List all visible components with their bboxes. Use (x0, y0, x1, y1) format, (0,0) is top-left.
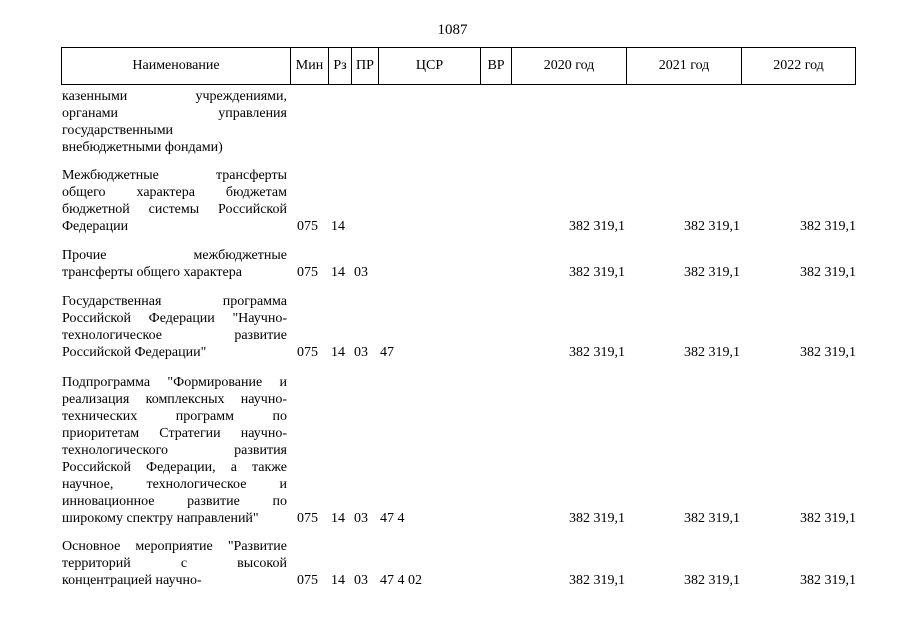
cell-pr: 03 (354, 573, 368, 588)
cell-rz: 14 (331, 219, 345, 234)
row-name-line: научное, технологическое и (62, 477, 287, 492)
row-name-line: Российской Федерации, а также (62, 460, 287, 475)
cell-y2020: 382 319,1 (569, 345, 625, 360)
row-name-line: Прочие межбюджетные (62, 248, 287, 263)
row-name (62, 167, 287, 235)
header-rz: Рз (329, 48, 352, 84)
cell-y2021: 382 319,1 (684, 265, 740, 280)
cell-y2020: 382 319,1 (569, 219, 625, 234)
cell-y2022: 382 319,1 (800, 573, 856, 588)
cell-y2021: 382 319,1 (684, 511, 740, 526)
cell-y2020: 382 319,1 (569, 511, 625, 526)
row-name-line: реализация комплексных научно- (62, 392, 287, 407)
header-vr: ВР (481, 48, 512, 84)
row-name-line: органами управления (62, 106, 287, 121)
header-name: Наименование (62, 48, 291, 84)
cell-min: 075 (297, 219, 318, 234)
row-name-line: приоритетам Стратегии научно- (62, 426, 287, 441)
cell-pr: 03 (354, 265, 368, 280)
row-name-line: государственными (62, 123, 174, 138)
row-name-line: Межбюджетные трансферты (62, 168, 287, 183)
header-2022: 2022 год (773, 58, 824, 73)
row-name-line: технологическое развитие (62, 328, 287, 343)
cell-min: 075 (297, 265, 318, 280)
cell-y2020: 382 319,1 (569, 265, 625, 280)
cell-pr: 03 (354, 511, 368, 526)
row-name-line: инновационное развитие по (62, 494, 287, 509)
row-name-line: трансферты общего характера (62, 265, 242, 280)
row-name-line: казенными учреждениями, (62, 89, 287, 104)
cell-min: 075 (297, 511, 318, 526)
cell-y2021: 382 319,1 (684, 345, 740, 360)
header-pr: ПР (352, 48, 379, 84)
row-name-line: технических программ по (62, 409, 287, 424)
row-name-line: территорий с высокой (62, 556, 287, 571)
cell-csr: 47 4 02 (380, 573, 422, 588)
row-name-line: концентрацией научно- (62, 573, 202, 588)
row-name-line: Подпрограмма "Формирование и (62, 375, 287, 390)
row-name (62, 88, 287, 156)
cell-y2021: 382 319,1 (684, 219, 740, 234)
row-name-line: общего характера бюджетам (62, 185, 287, 200)
cell-rz: 14 (331, 345, 345, 360)
row-name-line: широкому спектру направлений" (62, 511, 259, 526)
page-number: 1087 (437, 22, 468, 38)
row-name (62, 374, 287, 527)
cell-min: 075 (297, 345, 318, 360)
row-name (62, 538, 287, 589)
cell-y2022: 382 319,1 (800, 345, 856, 360)
cell-csr: 47 4 (380, 511, 405, 526)
cell-pr: 03 (354, 345, 368, 360)
row-name-line: внебюджетными фондами) (62, 140, 223, 155)
header-min: Мин (291, 48, 329, 84)
cell-y2020: 382 319,1 (569, 573, 625, 588)
row-name-line: Российской Федерации "Научно- (62, 311, 287, 326)
cell-rz: 14 (331, 511, 345, 526)
row-name-line: Основное мероприятие "Развитие (62, 539, 287, 554)
row-name-line: Федерации (62, 219, 129, 234)
header-2021: 2021 год (627, 48, 742, 84)
row-name-line: бюджетной системы Российской (62, 202, 287, 217)
row-name-line: Государственная программа (62, 294, 287, 309)
row-name-line: Российской Федерации" (62, 345, 207, 360)
header-2020: 2020 год (512, 48, 627, 84)
cell-csr: 47 (380, 345, 394, 360)
table-header (61, 47, 856, 85)
header-csr: ЦСР (379, 48, 481, 84)
row-name (62, 247, 287, 281)
cell-y2022: 382 319,1 (800, 265, 856, 280)
cell-y2022: 382 319,1 (800, 511, 856, 526)
cell-y2021: 382 319,1 (684, 573, 740, 588)
cell-rz: 14 (331, 573, 345, 588)
cell-min: 075 (297, 573, 318, 588)
row-name (62, 293, 287, 361)
row-name-line: технологического развития (62, 443, 287, 458)
cell-y2022: 382 319,1 (800, 219, 856, 234)
cell-rz: 14 (331, 265, 345, 280)
